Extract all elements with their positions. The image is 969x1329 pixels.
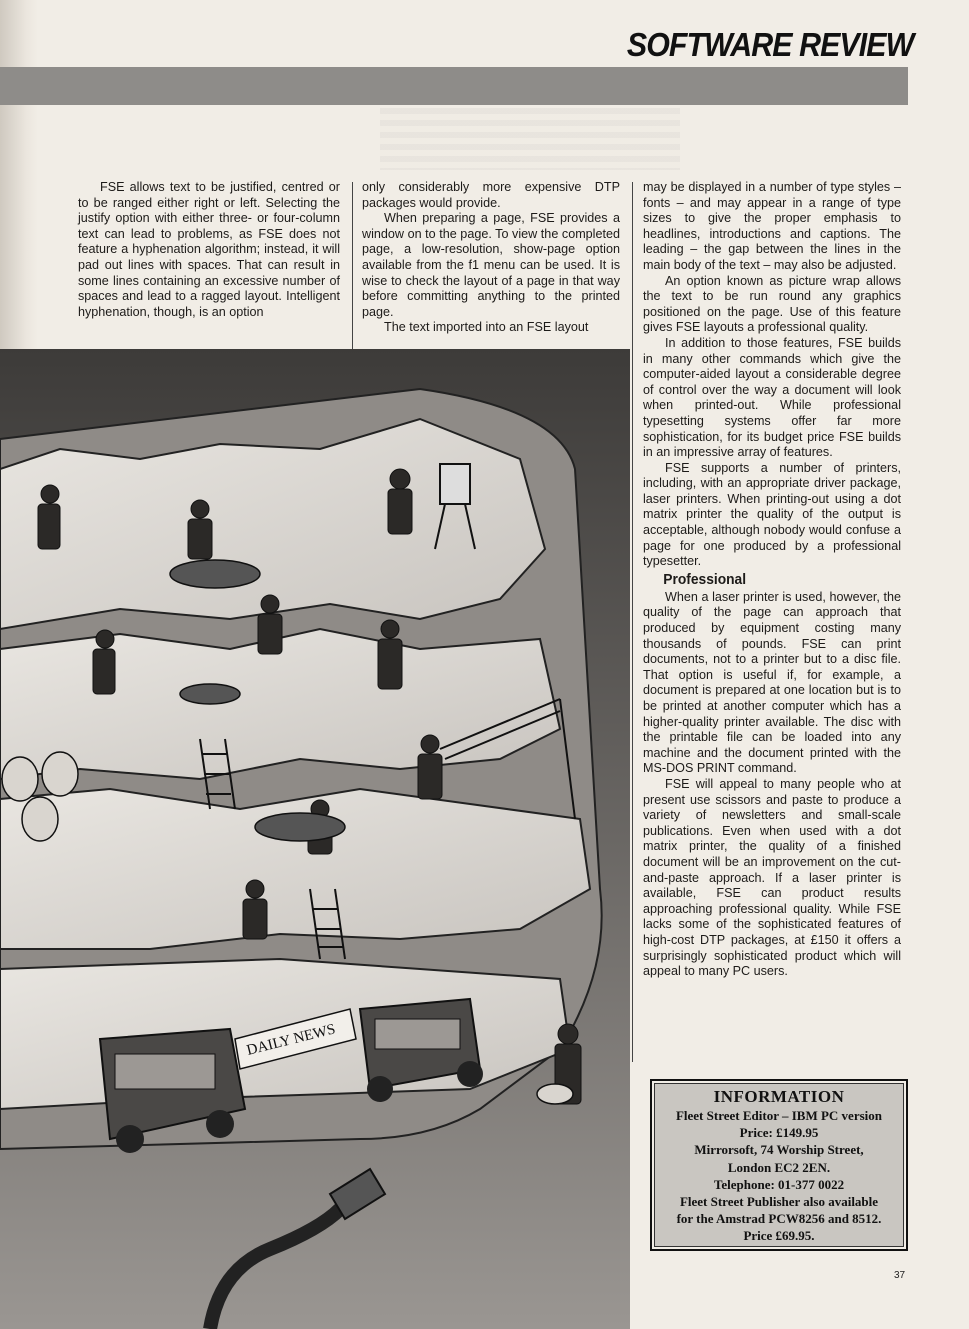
newspaper-factory-illustration [0, 349, 630, 1329]
paragraph: An option known as picture wrap allows the text to be run round any graphics positioned on the page. Use of this feature gives FSE layouts a professional quality. [643, 273, 901, 335]
info-line: Fleet Street Editor – IBM PC version [675, 1108, 883, 1123]
column-divider [632, 182, 633, 1062]
info-line: London EC2 2EN. [727, 1159, 831, 1175]
info-line: Price £69.95. [743, 1228, 815, 1244]
paragraph: FSE allows text to be justified, centred or to be ranged either right or left. Selecting the justify option with either three- or four-column text can lead to problems, as FSE does not feature a hyphenation algorithm; instead, it will pad out lines with spaces. That can result in some lines containing an excessive number of spaces and lead to a ragged layout. Intelligent hyphenation, though, is an option [78, 180, 340, 319]
paragraph: When preparing a page, FSE provides a window on to the page. To view the completed page, a low-resolution, show-page option available from the f1 menu can be used. It is wise to check the layout of a page in that way before committing anything to the printed page. [362, 211, 620, 319]
subheading: Professional [663, 570, 747, 588]
paragraph: FSE supports a number of printers, including, with an appropriate driver package, laser printers. When printing-out using a dot matrix printer the quality of the output is acceptable, although nobody would confuse a page for one produced by a professional typesetter. [643, 460, 901, 569]
info-line: Price: £149.95 [739, 1125, 819, 1141]
paragraph: The text imported into an FSE layout [384, 320, 589, 335]
paragraph: FSE will appeal to many people who at present use scissors and paste to produce a variety of newsletters and small-scale publications. Even when used with a dot matrix printer, the quality of a finished document will be an improvement on the cut-and-paste approach. If a laser printer is available, FSE can product results approaching professional quality. While FSE lacks some of the sophisticated features of high-cost DTP packages, at £150 it offers a surprisingly sophisticated product which will appeal to many PC users. [643, 776, 901, 979]
show-through-headline [380, 108, 680, 170]
article-column-1 [78, 180, 340, 320]
info-line: for the Amstrad PCW8256 and 8512. [676, 1211, 882, 1227]
information-box [650, 1079, 908, 1251]
info-line: Fleet Street Publisher also available [679, 1194, 879, 1210]
info-title: INFORMATION [713, 1087, 845, 1106]
column-divider [352, 182, 353, 349]
section-title: SOFTWARE REVIEW [626, 26, 913, 63]
information-box-content [654, 1083, 904, 1247]
page-number: 37 [894, 1270, 906, 1281]
daily-news-banner: DAILY NEWS [245, 1021, 338, 1059]
header-band [0, 67, 908, 105]
paragraph: In addition to those features, FSE builds in many other commands which give the computer-aided layout a considerable degree of control over the way a document will look when printed-out. While professional typesetting systems offer far more sophistication, for its budget price FSE builds in an impressive array of features. [643, 335, 901, 460]
info-line: Telephone: 01-377 0022 [713, 1176, 845, 1192]
article-column-3 [643, 180, 901, 980]
paragraph: may be displayed in a number of type styles – fonts – and may appear in a range of type sizes to give the proper emphasis to headlines, introductions and captions. The leading – the gap between the lines in the main body of the text – may also be adjusted. [643, 180, 901, 272]
paragraph: When a laser printer is used, however, the quality of the page can approach that produced by equipment costing many thousands of pounds. FSE can print documents, not to a printer but to a disc file. That option is useful if, for example, a document is prepared at one location but is to be printed at another computer which has a higher-quality printer available. The disc with the printable file can be loaded into any machine and the document printed with the MS-DOS PRINT command. [643, 589, 901, 776]
paragraph: only considerably more expensive DTP packages would provide. [362, 180, 620, 210]
article-column-2 [362, 180, 620, 336]
info-line: Mirrorsoft, 74 Worship Street, [694, 1142, 864, 1158]
